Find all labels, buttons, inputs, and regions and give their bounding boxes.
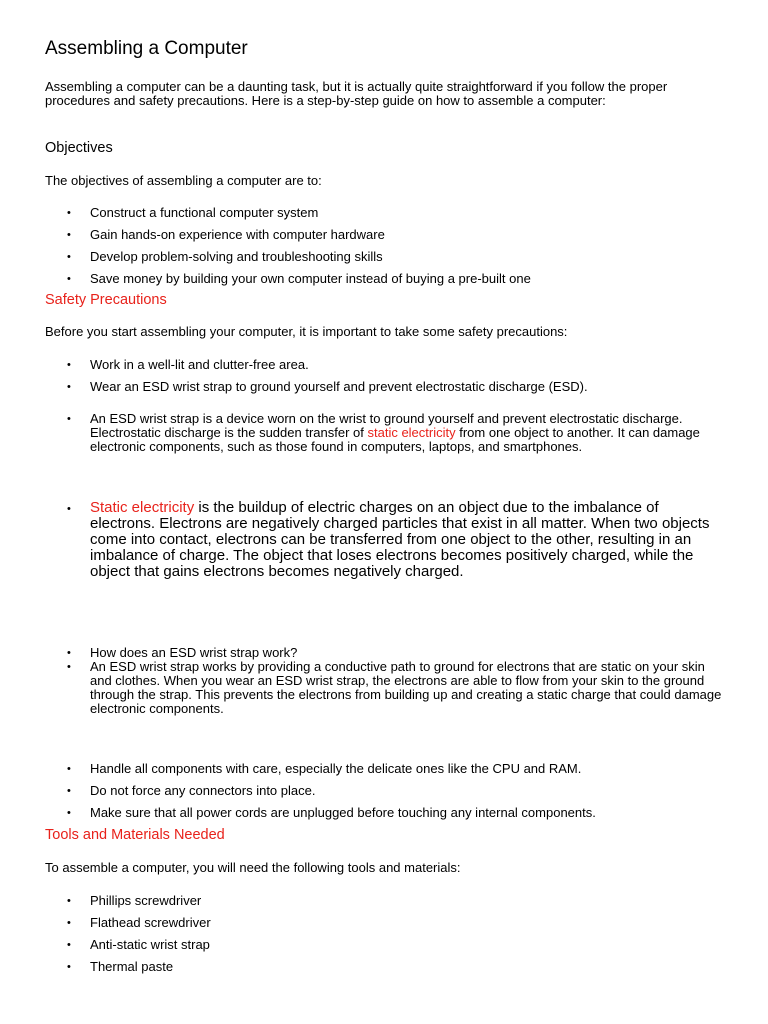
objectives-list [0, 206, 730, 294]
static-electricity-term-link[interactable]: Static electricity [90, 499, 195, 516]
list-item: • Wear an ESD wrist strap to ground yourself and prevent electrostatic discharge (ESD). [0, 380, 730, 394]
tools-lead: To assemble a computer, you will need the following tools and materials: [45, 860, 461, 875]
list-item: • Handle all components with care, especially the delicate ones like the CPU and RAM. [0, 762, 730, 776]
list-item: • Make sure that all power cords are unplugged before touching any internal components. [0, 806, 730, 820]
static-electricity-item [0, 500, 720, 580]
list-item: • Save money by building your own computer instead of buying a pre-built one [0, 272, 730, 286]
esd-faq-list [0, 646, 730, 716]
esd-definition-list [0, 412, 722, 454]
list-item: • Do not force any connectors into place. [0, 784, 730, 798]
list-item: • Construct a functional computer system [0, 206, 730, 220]
objectives-heading: Objectives [45, 140, 113, 156]
esd-definition-text: An ESD wrist strap is a device worn on the wrist to ground yourself and prevent electrostatic discharge. Electrostatic discharge is the sudden transfer of [90, 411, 683, 440]
list-item: • Gain hands-on experience with computer hardware [0, 228, 730, 242]
safety-heading: Safety Precautions [45, 292, 167, 308]
static-electricity-text: is the buildup of electric charges on an object due to the imbalance of electrons. Electrons are negatively charged particles that exist in all matter. When two objects come into contact, electrons can be transferred from one object to the other, resulting in an imbalance of charge. The object that loses electrons becomes positively charged, while the object that gains electrons becomes negatively charged. [90, 499, 710, 580]
safety-list-b [0, 762, 730, 828]
safety-list-a [0, 358, 730, 402]
tools-heading: Tools and Materials Needed [45, 827, 225, 843]
page-title: Assembling a Computer [45, 38, 248, 59]
list-item: • Anti-static wrist strap [0, 938, 730, 952]
static-electricity-link[interactable]: static electricity [367, 425, 456, 440]
static-electricity-list [0, 500, 720, 580]
tools-list [0, 894, 730, 982]
list-item: • Develop problem-solving and troubleshooting skills [0, 250, 730, 264]
esd-definition-item [0, 412, 722, 454]
list-item: • An ESD wrist strap works by providing a conductive path to ground for electrons that are static on your skin and clothes. When you wear an ESD wrist strap, the electrons are able to flow from your skin to the ground through the strap. This prevents the electrons from building up and creating a static charge that could damage electronic components. [0, 660, 722, 716]
safety-lead: Before you start assembling your computer, it is important to take some safety precautions: [45, 324, 568, 339]
objectives-lead: The objectives of assembling a computer are to: [45, 173, 322, 188]
list-item: • Phillips screwdriver [0, 894, 730, 908]
esd-definition-text: from one object to another. It can damage electronic components, such as those found in computers, laptops, and smartphones. [90, 425, 700, 454]
list-item: • How does an ESD wrist strap work? [0, 646, 730, 660]
list-item: • Flathead screwdriver [0, 916, 730, 930]
list-item: • Thermal paste [0, 960, 730, 974]
intro-paragraph: Assembling a computer can be a daunting task, but it is actually quite straightforward if you follow the proper procedures and safety precautions. Here is a step-by-step guide on how to assemble a computer: [45, 79, 668, 108]
list-item: • Work in a well-lit and clutter-free area. [0, 358, 730, 372]
